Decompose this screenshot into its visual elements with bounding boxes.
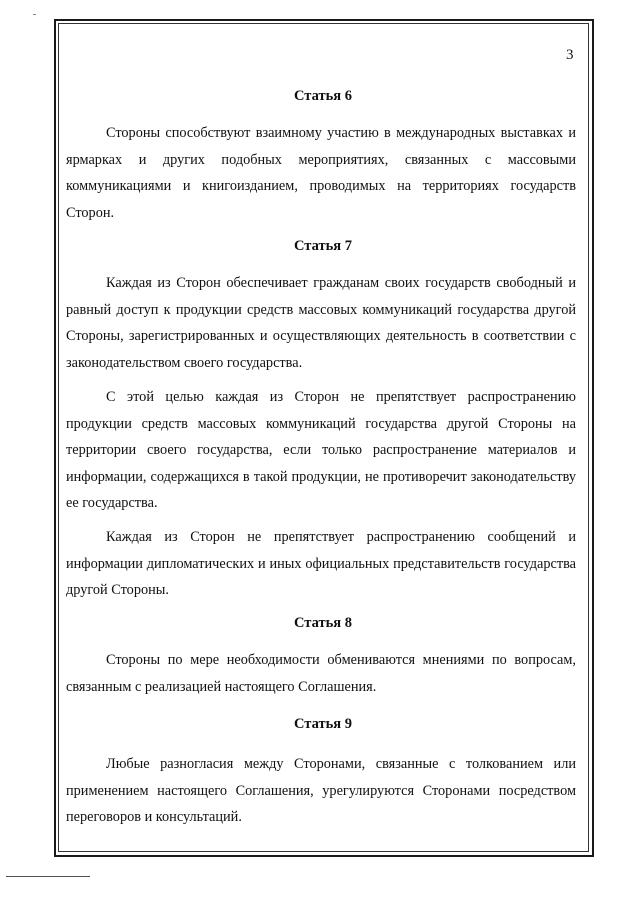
scan-mark: [33, 14, 36, 15]
article-6-paragraph-1: Стороны способствуют взаимному участию в международных выставках и ярмарках и других подобных мероприятиях, связанных с массовыми коммуникациями и книгоизданием, проводимых на территориях государств Сторон.: [66, 125, 576, 221]
article-7-paragraph-1: Каждая из Сторон обеспечивает гражданам своих государств свободный и равный доступ к продукции средств массовых коммуникаций государства другой Стороны, зарегистрированных и осуществляющих деятельность в соответствии с законодательством своего государства.: [66, 275, 576, 371]
footnote-rule: [6, 876, 90, 877]
article-6-heading: Статья 6: [294, 88, 352, 104]
article-7-heading: Статья 7: [294, 238, 352, 254]
article-7-paragraph-2: С этой целью каждая из Сторон не препятствует распространению продукции средств массовых коммуникаций государства другой Стороны на территории своего государства, если только распространение материалов и информации, содержащихся в такой продукции, не противоречит законодательству ее государства.: [66, 389, 576, 511]
page-number: 3: [566, 47, 574, 63]
article-9-heading: Статья 9: [294, 716, 352, 732]
article-7-paragraph-3: Каждая из Сторон не препятствует распространению сообщений и информации дипломатических и иных официальных представительств государства другой Стороны.: [66, 529, 576, 598]
article-8-heading: Статья 8: [294, 615, 352, 631]
article-8-paragraph-1: Стороны по мере необходимости обмениваются мнениями по вопросам, связанным с реализацией настоящего Соглашения.: [66, 652, 576, 695]
article-9-paragraph-1: Любые разногласия между Сторонами, связанные с толкованием или применением настоящего Соглашения, урегулируются Сторонами посредством переговоров и консультаций.: [66, 756, 576, 825]
